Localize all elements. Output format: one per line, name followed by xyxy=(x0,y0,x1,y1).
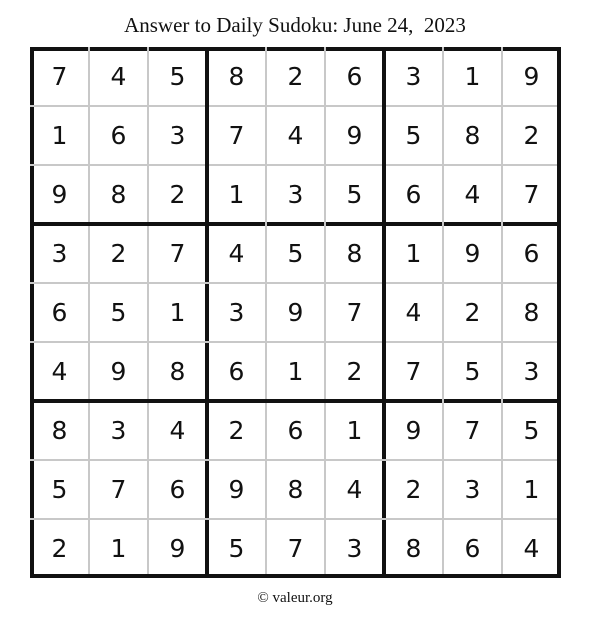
sudoku-cell: 9 xyxy=(464,239,481,268)
sudoku-cell: 4 xyxy=(169,416,186,445)
sudoku-cell: 6 xyxy=(346,62,363,91)
sudoku-cell: 3 xyxy=(228,298,245,327)
sudoku-cell: 9 xyxy=(110,357,127,386)
sudoku-cell: 8 xyxy=(346,239,363,268)
sudoku-cell: 7 xyxy=(169,239,186,268)
sudoku-cell: 8 xyxy=(228,62,245,91)
sudoku-cell: 3 xyxy=(405,62,422,91)
sudoku-cell: 1 xyxy=(110,534,127,563)
grid-box-line xyxy=(205,47,209,578)
grid-box-line xyxy=(30,47,561,51)
grid-line xyxy=(324,47,326,578)
sudoku-cell: 3 xyxy=(523,357,540,386)
grid-line xyxy=(30,282,561,284)
sudoku-cell: 3 xyxy=(110,416,127,445)
sudoku-cell: 1 xyxy=(464,62,481,91)
sudoku-cell: 7 xyxy=(287,534,304,563)
sudoku-cell: 6 xyxy=(169,475,186,504)
sudoku-cell: 3 xyxy=(346,534,363,563)
grid-line xyxy=(265,47,267,578)
sudoku-grid xyxy=(30,47,561,578)
sudoku-cell: 9 xyxy=(51,180,68,209)
sudoku-cell: 5 xyxy=(405,121,422,150)
grid-box-line xyxy=(30,399,561,403)
sudoku-cell: 7 xyxy=(51,62,68,91)
sudoku-cell: 5 xyxy=(51,475,68,504)
sudoku-cell: 7 xyxy=(523,180,540,209)
sudoku-cell: 5 xyxy=(346,180,363,209)
sudoku-cell: 7 xyxy=(228,121,245,150)
sudoku-cell: 5 xyxy=(287,239,304,268)
sudoku-cell: 2 xyxy=(110,239,127,268)
sudoku-cell: 8 xyxy=(287,475,304,504)
sudoku-cell: 9 xyxy=(523,62,540,91)
sudoku-cell: 2 xyxy=(405,475,422,504)
sudoku-cell: 6 xyxy=(51,298,68,327)
sudoku-cell: 8 xyxy=(464,121,481,150)
grid-line xyxy=(501,47,503,578)
grid-line xyxy=(30,341,561,343)
sudoku-cell: 4 xyxy=(464,180,481,209)
sudoku-cell: 5 xyxy=(464,357,481,386)
grid-line xyxy=(442,47,444,578)
sudoku-cell: 2 xyxy=(287,62,304,91)
sudoku-cell: 4 xyxy=(523,534,540,563)
grid-box-line xyxy=(557,47,561,578)
sudoku-cell: 6 xyxy=(523,239,540,268)
sudoku-cell: 6 xyxy=(405,180,422,209)
sudoku-cell: 9 xyxy=(405,416,422,445)
sudoku-cell: 2 xyxy=(523,121,540,150)
grid-box-line xyxy=(30,574,561,578)
sudoku-cell: 9 xyxy=(169,534,186,563)
sudoku-cell: 4 xyxy=(287,121,304,150)
sudoku-cell: 5 xyxy=(110,298,127,327)
sudoku-cell: 6 xyxy=(287,416,304,445)
sudoku-cell: 8 xyxy=(51,416,68,445)
page-title: Answer to Daily Sudoku: June 24, 2023 xyxy=(124,13,466,37)
sudoku-cell: 4 xyxy=(346,475,363,504)
sudoku-cell: 7 xyxy=(405,357,422,386)
sudoku-cell: 2 xyxy=(346,357,363,386)
sudoku-cell: 2 xyxy=(169,180,186,209)
copyright-credit: © valeur.org xyxy=(257,590,333,606)
grid-line xyxy=(30,105,561,107)
sudoku-cell: 4 xyxy=(51,357,68,386)
sudoku-cell: 4 xyxy=(405,298,422,327)
grid-line xyxy=(88,47,90,578)
sudoku-cell: 1 xyxy=(346,416,363,445)
sudoku-cell: 5 xyxy=(523,416,540,445)
sudoku-cell: 5 xyxy=(169,62,186,91)
sudoku-cell: 1 xyxy=(169,298,186,327)
sudoku-cell: 1 xyxy=(51,121,68,150)
sudoku-cell: 3 xyxy=(169,121,186,150)
grid-line xyxy=(30,164,561,166)
sudoku-cell: 2 xyxy=(51,534,68,563)
sudoku-cell: 9 xyxy=(287,298,304,327)
sudoku-cell: 6 xyxy=(464,534,481,563)
grid-line xyxy=(147,47,149,578)
sudoku-cell: 3 xyxy=(287,180,304,209)
sudoku-cell: 6 xyxy=(110,121,127,150)
grid-line xyxy=(30,518,561,520)
sudoku-cell: 8 xyxy=(169,357,186,386)
grid-line xyxy=(30,459,561,461)
sudoku-cell: 2 xyxy=(464,298,481,327)
grid-box-line xyxy=(30,47,34,578)
sudoku-cell: 1 xyxy=(287,357,304,386)
sudoku-cell: 4 xyxy=(110,62,127,91)
sudoku-cell: 2 xyxy=(228,416,245,445)
sudoku-cell: 6 xyxy=(228,357,245,386)
sudoku-cell: 9 xyxy=(346,121,363,150)
sudoku-cell: 9 xyxy=(228,475,245,504)
sudoku-cell: 1 xyxy=(405,239,422,268)
sudoku-cell: 3 xyxy=(464,475,481,504)
sudoku-cell: 8 xyxy=(405,534,422,563)
sudoku-cell: 7 xyxy=(110,475,127,504)
sudoku-cell: 1 xyxy=(228,180,245,209)
sudoku-cell: 8 xyxy=(110,180,127,209)
grid-box-line xyxy=(30,222,561,226)
sudoku-cell: 4 xyxy=(228,239,245,268)
sudoku-cell: 1 xyxy=(523,475,540,504)
sudoku-cell: 7 xyxy=(346,298,363,327)
sudoku-cell: 7 xyxy=(464,416,481,445)
grid-box-line xyxy=(382,47,386,578)
sudoku-cell: 5 xyxy=(228,534,245,563)
sudoku-cell: 8 xyxy=(523,298,540,327)
sudoku-cell: 3 xyxy=(51,239,68,268)
